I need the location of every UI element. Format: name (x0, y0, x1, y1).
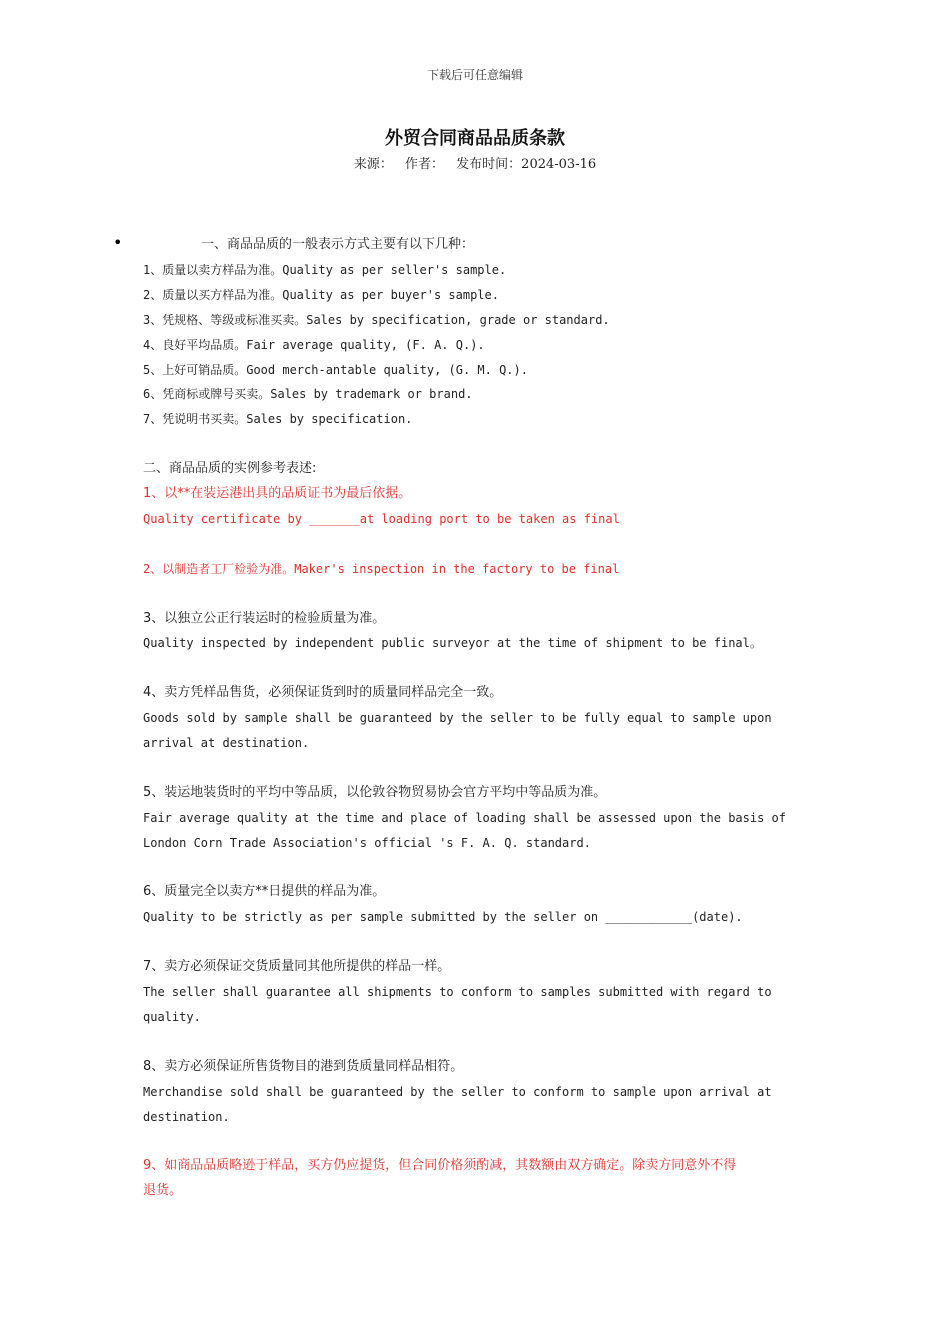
section1-item: 5、上好可销品质。Good merch-antable quality, (G. M. Q.). (143, 362, 528, 377)
clause-5-en: London Corn Trade Association's official 's F. A. Q. standard. (143, 835, 591, 850)
section1-item: 1、质量以卖方样品为准。Quality as per seller's sample. (143, 262, 507, 277)
document-meta (0, 153, 950, 172)
clause-8-en: destination. (143, 1109, 230, 1124)
meta-author: 作者： (405, 157, 445, 172)
clause-2: 2、以制造者工厂检验为准。Maker's inspection in the factory to be final (143, 561, 620, 576)
clause-4-cn: 4、卖方凭样品售货，必须保证货到时的质量同样品完全一致。 (143, 685, 503, 701)
section1-item: 7、凭说明书买卖。Sales by specification. (143, 412, 413, 427)
clause-9-cn: 9、如商品品质略逊于样品，买方仍应提货，但合同价格须酌减，其数额由双方确定。除卖方同意外不得 (143, 1158, 737, 1174)
spacer (143, 532, 813, 557)
section1-item: 4、良好平均品质。Fair average quality, (F. A. Q.). (143, 337, 485, 352)
clause-7-en: The seller shall guarantee all shipments to conform to samples submitted with regard to (143, 985, 772, 1000)
clause-7-en: quality. (143, 1009, 201, 1024)
section1-heading: 一、商品品质的一般表示方式主要有以下几种： (201, 237, 475, 252)
clause-3-cn: 3、以独立公正行装运时的检验质量为准。 (143, 610, 386, 626)
clause-8-cn: 8、卖方必须保证所售货物目的港到货质量同样品相符。 (143, 1058, 464, 1074)
meta-source: 来源： (353, 157, 393, 172)
clause-9-cn: 退货。 (143, 1183, 183, 1199)
spacer (143, 582, 813, 607)
section2-heading: 二、商品品质的实例参考表述: (143, 461, 317, 477)
clause-1-cn: 1、以**在装运港出具的品质证书为最后依据。 (143, 486, 412, 502)
spacer (143, 432, 813, 457)
header-note: 下载后可任意编辑 (426, 68, 523, 82)
clause-8-en: Merchandise sold shall be guaranteed by the seller to conform to sample upon arrival at (143, 1084, 772, 1099)
spacer (143, 756, 813, 781)
clause-3-en: Quality inspected by independent public surveyor at the time of shipment to be final。 (143, 636, 762, 651)
spacer (143, 656, 813, 681)
section1-item: 6、凭商标或牌号买卖。Sales by trademark or brand. (143, 387, 473, 402)
clause-7-cn: 7、卖方必须保证交货质量同其他所提供的样品一样。 (143, 959, 451, 975)
spacer (143, 1130, 813, 1155)
document-body (143, 233, 813, 1204)
list-bullet: • (113, 233, 123, 252)
meta-published: 发布时间：2024-03-16 (456, 157, 597, 172)
clause-4-en: arrival at destination. (143, 736, 310, 751)
spacer (143, 930, 813, 955)
clause-4-en: Goods sold by sample shall be guaranteed by the seller to be fully equal to sample upon (143, 711, 772, 726)
spacer (143, 1030, 813, 1055)
clause-1-en: Quality certificate by _______at loading port to be taken as final (143, 511, 620, 526)
section1-item: 2、质量以买方样品为准。Quality as per buyer's sample. (143, 287, 499, 302)
clause-6-cn: 6、质量完全以卖方**日提供的样品为准。 (143, 884, 386, 900)
clause-6-en: Quality to be strictly as per sample submitted by the seller on ____________(date). (143, 910, 743, 925)
clause-5-cn: 5、装运地装货时的平均中等品质，以伦敦谷物贸易协会官方平均中等品质为准。 (143, 784, 607, 800)
spacer (143, 856, 813, 881)
section1-item: 3、凭规格、等级或标准买卖。Sales by specification, grade or standard. (143, 312, 610, 327)
clause-5-en: Fair average quality at the time and place of loading shall be assessed upon the basis of (143, 810, 786, 825)
document-title: 外贸合同商品品质条款 (385, 128, 565, 149)
